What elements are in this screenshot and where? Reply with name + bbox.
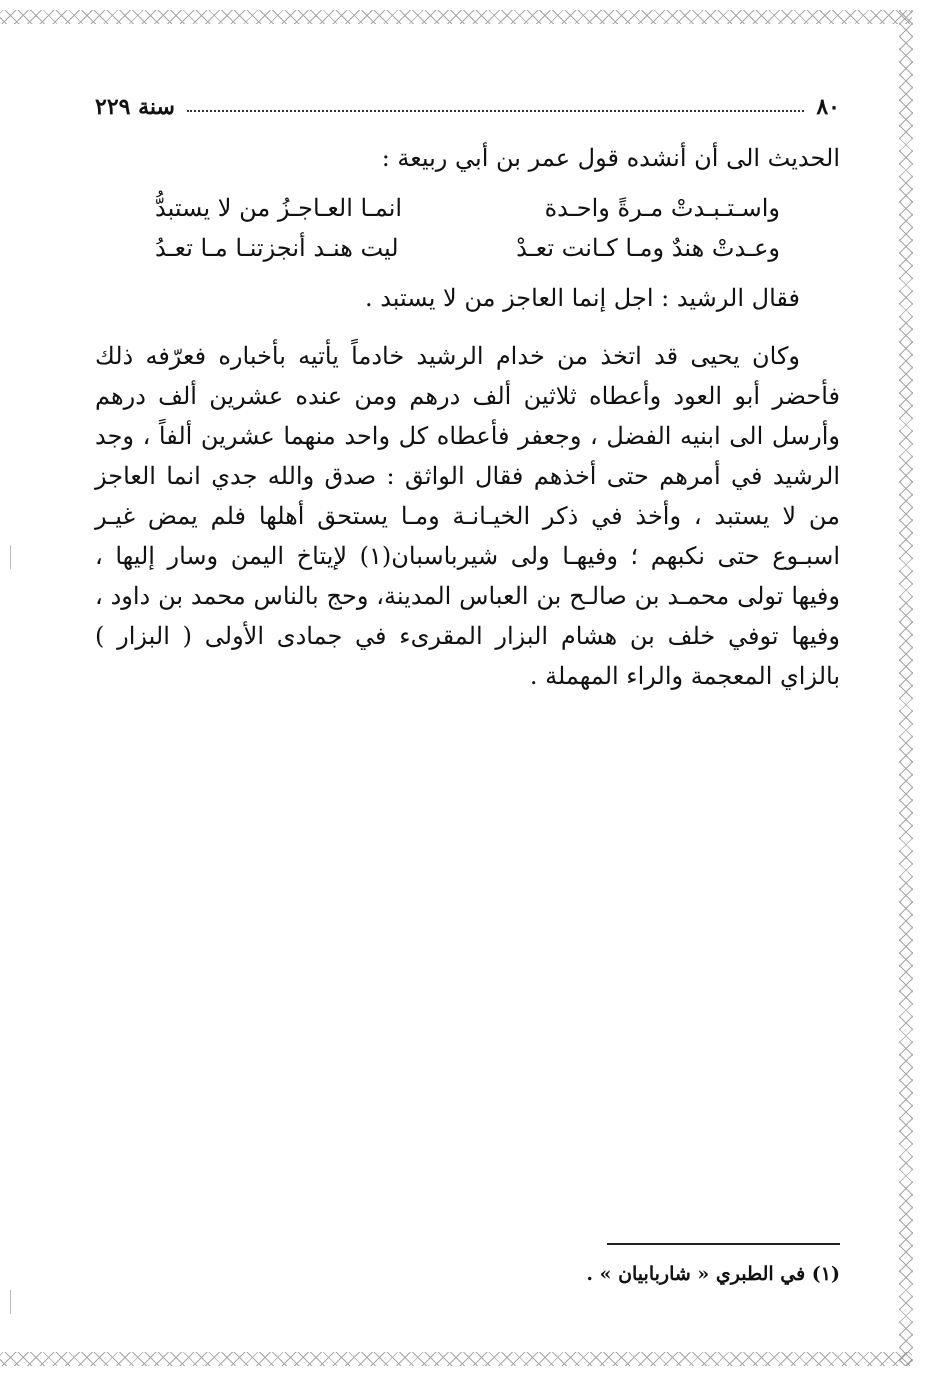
footnote: (١) في الطبري « شاربابيان » . — [586, 1263, 840, 1285]
verse-line — [155, 228, 780, 268]
running-header — [95, 80, 840, 120]
verse-hemistich-second: انمـا العـاجـزُ من لا يستبدُّ — [155, 194, 403, 222]
decorative-border-top — [0, 10, 912, 24]
margin-tick — [10, 1290, 11, 1314]
verse-line — [155, 188, 780, 228]
poem-verse — [95, 188, 840, 268]
page-content — [95, 80, 840, 696]
verse-hemistich-first: وعـدتْ هندٌ ومـا كـانت تعـدْ — [516, 234, 780, 262]
footnote-separator — [607, 1243, 840, 1245]
margin-tick — [10, 545, 11, 569]
page-number: ٨٠ — [816, 94, 840, 120]
decorative-border-right — [899, 10, 913, 1366]
verse-hemistich-first: واسـتـبـدتْ مـرةً واحـدة — [544, 194, 780, 222]
body-paragraph: وكان يحيى قد اتخذ من خدام الرشيد خادماً يأتيه بأخباره فعرّفه ذلك فأحضر أبو العود وأعطاه ثلاثين ألف درهم ومن عنده عشرين ألف درهم وأرسل الى ابنيه الفضل ، وجعفر فأعطاه كل واحد منهما عشرين ألفاً ، وجد الرشيد في أمرهم حتى أخذهم فقال الواثق : صدق والله جدي انما العاجز من لا يستبد ، وأخذ في ذكر الخيـانـة ومـا يستحق أهلها فلم يمض غيـر اسبـوع حتى نكبهم ؛ وفيهـا ولى شيرباسبان(١) لإيتاخ اليمن وسار إليها ، وفيها تولى محمـد بن صالـح بن العباس المدينة، وحج بالناس محمد بن داود ، وفيها توفي خلف بن هشام البزار المقرىء في جمادى الأولى ( البزار ) بالزاي المعجمة والراء المهملة . — [95, 342, 840, 690]
header-dotted-leader — [187, 110, 804, 112]
verse-hemistich-second: ليت هنـد أنجزتنـا مـا تعـدُ — [155, 234, 399, 262]
reply-line: فقال الرشيد : اجل إنما العاجز من لا يستبد . — [364, 284, 800, 312]
decorative-border-bottom — [0, 1352, 912, 1366]
year-title: سنة ٢٢٩ — [95, 94, 175, 120]
intro-line: الحديث الى أن أنشده قول عمر بن أبي ربيعة : — [381, 144, 840, 172]
